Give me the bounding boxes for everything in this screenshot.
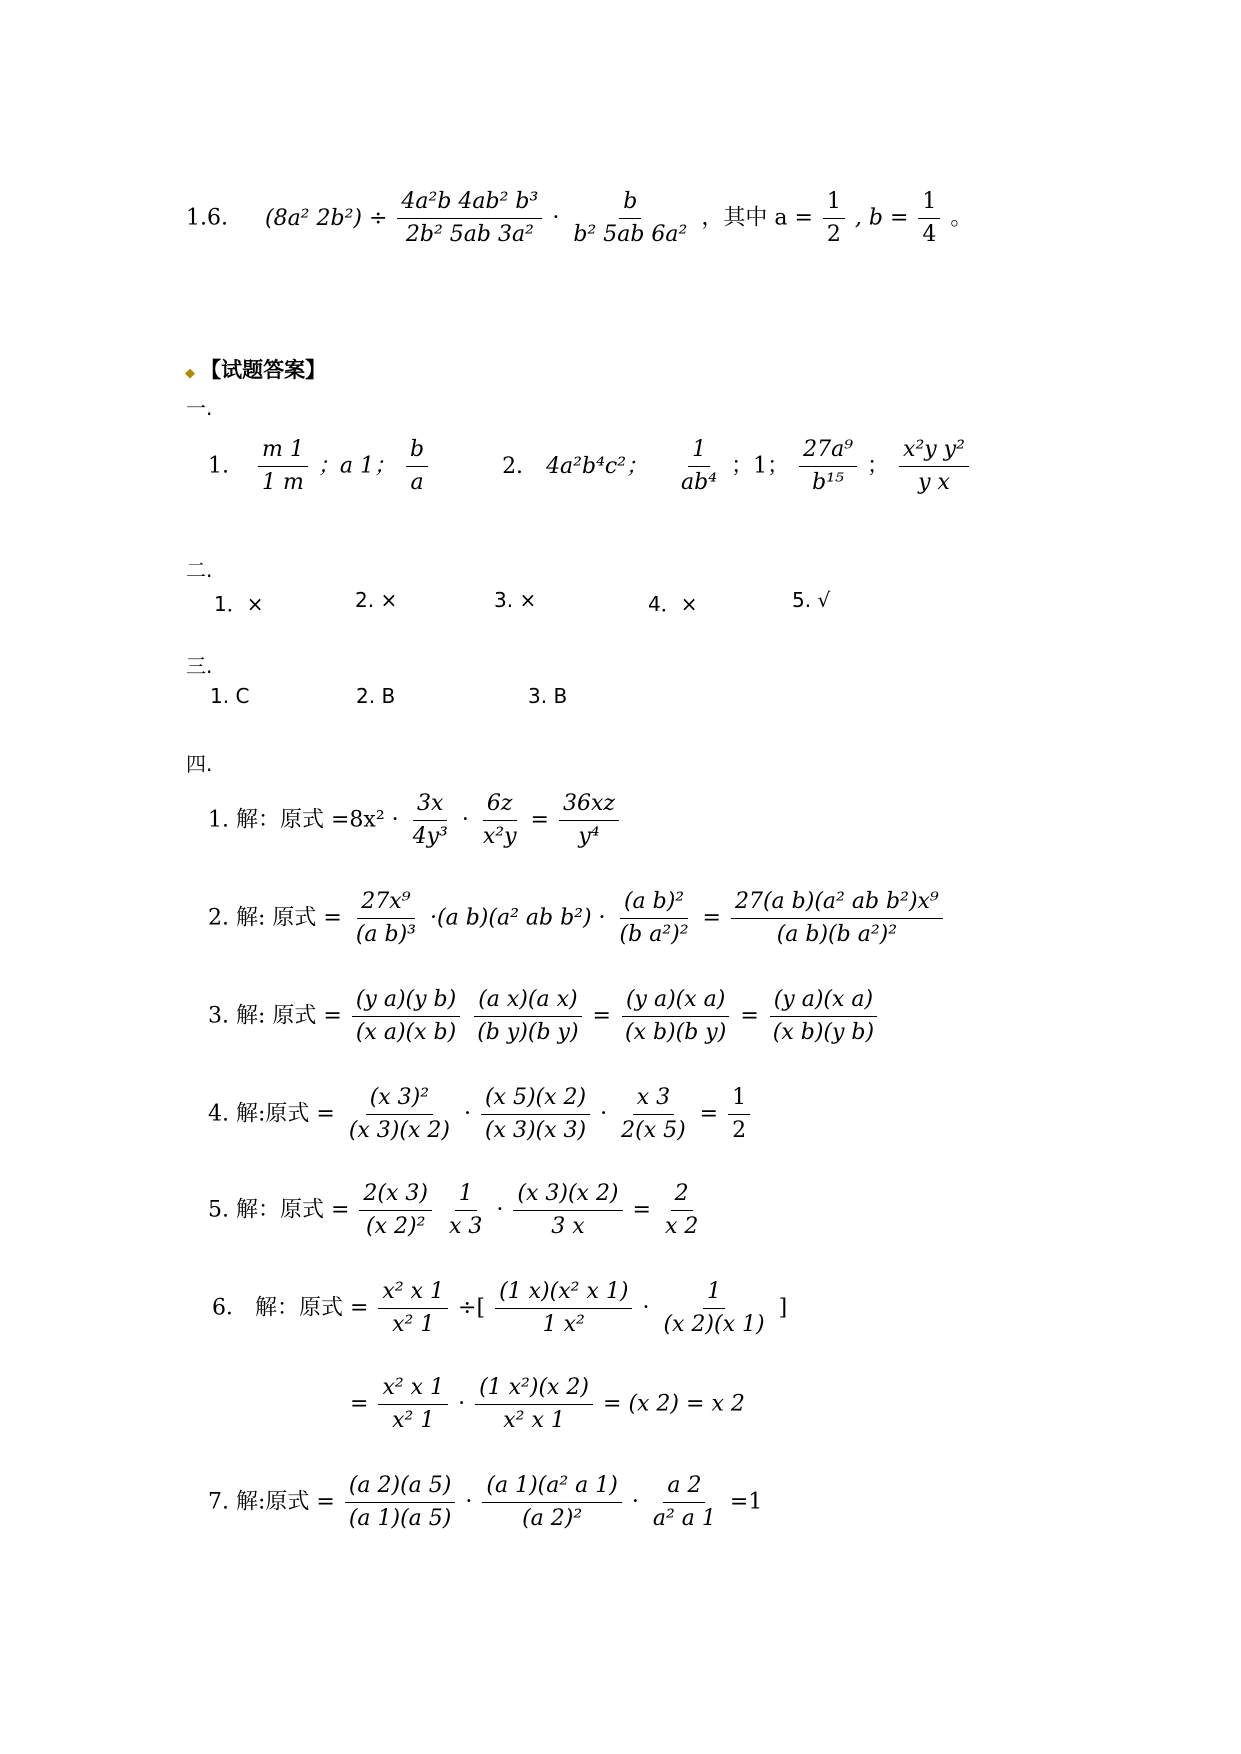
equals-sign: = xyxy=(702,905,721,931)
numerator: (1 x²)(x 2) xyxy=(475,1374,593,1405)
fraction xyxy=(617,1084,690,1145)
numerator: (x 5)(x 2) xyxy=(481,1084,590,1115)
equals-sign: = xyxy=(603,1391,622,1417)
denominator: ab⁴ xyxy=(681,470,718,495)
fraction xyxy=(677,436,721,497)
solution-3 xyxy=(208,986,881,1047)
problem-16 xyxy=(186,188,972,249)
denominator: (x 3)(x 3) xyxy=(484,1118,587,1143)
section-label: 四. xyxy=(186,752,213,776)
fraction xyxy=(769,986,878,1047)
solution-1: 1. 解：原式 =8x² · $\frac{3x}{\text{4y³}}$ · $\frac{6z}{\text{x²y}}$ = $\frac{36xz}{\text{y⁴}}$ xyxy=(208,790,622,851)
numerator: x 3 xyxy=(633,1084,674,1115)
dot-operator: · xyxy=(552,205,560,231)
choice-answer: 2. B xyxy=(356,684,396,708)
denominator: 1 m xyxy=(262,470,304,495)
numerator: b xyxy=(406,436,428,467)
divide-bracket: ÷[ xyxy=(458,1295,486,1321)
fraction xyxy=(918,188,940,249)
answer-text: ；a 1； xyxy=(317,453,396,479)
numerator: x²y y² xyxy=(899,436,969,467)
section-1-answers xyxy=(208,436,972,497)
fraction xyxy=(559,790,619,851)
numerator: x² x 1 xyxy=(378,1374,448,1405)
fraction xyxy=(378,1374,448,1435)
item-number: 2. xyxy=(502,453,524,479)
fraction xyxy=(799,436,857,497)
fraction xyxy=(473,986,582,1047)
denominator: y x xyxy=(918,470,950,495)
numerator: 1 xyxy=(728,1084,750,1115)
solution-prefix: 3. 解: 原式 = xyxy=(208,1003,342,1029)
choice-answer: 1. C xyxy=(210,684,250,708)
numerator: 1 xyxy=(823,188,845,219)
numerator: (y a)(y b) xyxy=(352,986,460,1017)
numerator: (y a)(x a) xyxy=(770,986,877,1017)
fraction xyxy=(649,1472,720,1533)
numerator: 1 xyxy=(918,188,940,219)
numerator: 27a⁹ xyxy=(799,436,857,467)
denominator: (x 3)(x 2) xyxy=(348,1118,450,1143)
fraction xyxy=(406,436,428,497)
fraction xyxy=(359,1180,432,1241)
denominator: b¹⁵ xyxy=(812,470,844,495)
item-number: 1. xyxy=(208,453,229,479)
fraction xyxy=(445,1180,486,1241)
denominator: 4y³ xyxy=(412,824,448,849)
fraction xyxy=(481,1084,590,1145)
numerator: (x 3)(x 2) xyxy=(513,1180,622,1211)
answer-text: ；1； xyxy=(731,453,790,479)
denominator: 3 x xyxy=(551,1214,585,1239)
solution-6-continued: = $\frac{\text{x² x 1}}{\text{x² 1}}$ · $\frac{\text{(1 x²)(x 2)}}{\text{x² x 1}}$ = (x 2) = x 2 xyxy=(350,1375,745,1433)
fraction xyxy=(661,1180,702,1241)
condition-separator: , b = xyxy=(854,205,909,231)
numerator: (a x)(a x) xyxy=(474,986,581,1017)
solution-prefix: 4. 解:原式 = xyxy=(208,1101,335,1127)
fraction xyxy=(513,1180,622,1241)
numerator: 4a²b 4ab² b³ xyxy=(397,188,542,219)
equals-sign: = xyxy=(686,1391,705,1417)
fraction xyxy=(495,1278,632,1339)
fraction xyxy=(899,436,969,497)
tf-answer: 1．× xyxy=(214,592,264,616)
numerator: m 1 xyxy=(258,436,308,467)
numerator: 27x⁹ xyxy=(357,888,414,919)
fraction xyxy=(378,1278,448,1339)
solution-prefix: 7. 解:原式 = xyxy=(208,1489,335,1515)
numerator: 36xz xyxy=(559,790,619,821)
result-term: (x 2) xyxy=(628,1391,680,1417)
denominator: 2 xyxy=(826,222,841,247)
condition-text: ，其中 a = xyxy=(701,205,813,231)
fraction xyxy=(397,188,542,249)
denominator: (x 2)(x 1) xyxy=(663,1312,765,1337)
denominator: x²y xyxy=(482,824,517,849)
equals-sign: = xyxy=(699,1101,719,1127)
denominator: b² 5ab 6a² xyxy=(573,222,688,247)
denominator: a xyxy=(410,470,424,495)
heading-text: 【试题答案】 xyxy=(200,358,327,382)
numerator: x² x 1 xyxy=(378,1278,448,1309)
tf-answer: 3. × xyxy=(494,588,537,612)
solution-7: 7. 解:原式 = $\frac{(a 2)(a 5)}{(a 1)(a 5)}$ · $\frac{\text{(a 1)(a² a 1)}}{\text{(a 2)²}}$ · $\frac{a 2}{\text{a² a 1}}$ =1 xyxy=(208,1473,763,1531)
fraction xyxy=(569,188,691,249)
tf-answer: 2. × xyxy=(355,588,398,612)
numerator: (y a)(x a) xyxy=(622,986,729,1017)
fraction xyxy=(345,1472,456,1533)
solution-4: 4. 解:原式 = $\frac{\text{(x 3)²}}{(x 3)(x 2)}$ · $\frac{(x 5)(x 2)}{(x 3)(x 3)}$ · $\frac{x 3}{2(x 5)}$ = $\frac{1}{2}$ xyxy=(208,1084,753,1145)
equals-sign: = xyxy=(740,1003,759,1029)
denominator: 2(x 5) xyxy=(621,1118,686,1143)
equals-sign: =1 xyxy=(729,1489,763,1515)
close-bracket: ] xyxy=(778,1295,788,1321)
fraction xyxy=(352,986,460,1047)
numerator: 6z xyxy=(483,790,517,821)
numerator: (x 3)² xyxy=(366,1084,433,1115)
fraction xyxy=(409,790,452,851)
end-punctuation: 。 xyxy=(950,205,973,231)
answer-text: ； xyxy=(867,453,890,479)
denominator: (x 2)² xyxy=(366,1214,426,1239)
denominator: x² 1 xyxy=(392,1408,435,1433)
solution-prefix: 5. 解：原式 = xyxy=(208,1197,350,1223)
numerator: 1 xyxy=(688,436,710,467)
problem-number: 1.6. xyxy=(186,205,228,231)
denominator: 2 xyxy=(732,1118,747,1143)
middle-expression: ·(a b)(a² ab b²) · xyxy=(430,905,606,931)
denominator: x² x 1 xyxy=(503,1408,565,1433)
fraction xyxy=(823,188,845,249)
denominator: (a 2)² xyxy=(522,1506,583,1531)
denominator: x 3 xyxy=(448,1214,483,1239)
denominator: x 2 xyxy=(664,1214,699,1239)
fraction xyxy=(352,888,420,949)
numerator: (a 1)(a² a 1) xyxy=(482,1472,621,1503)
numerator: 1 xyxy=(703,1278,725,1309)
equals-sign: = xyxy=(632,1197,651,1223)
section-label: 一. xyxy=(186,396,213,420)
numerator: (a b)² xyxy=(620,888,688,919)
denominator: 1 x² xyxy=(542,1312,585,1337)
equals-sign: = xyxy=(530,807,549,833)
numerator: (a 2)(a 5) xyxy=(345,1472,456,1503)
denominator: 4 xyxy=(922,222,937,247)
denominator: (b a²)² xyxy=(619,922,689,947)
numerator: b xyxy=(619,188,641,219)
fraction xyxy=(621,986,730,1047)
denominator: (a 1)(a 5) xyxy=(348,1506,452,1531)
denominator: a² a 1 xyxy=(652,1506,716,1531)
fraction xyxy=(731,888,943,949)
denominator: (x b)(b y) xyxy=(624,1020,727,1045)
denominator: 2b² 5ab 3a² xyxy=(405,222,534,247)
fraction xyxy=(659,1278,768,1339)
denominator: (x b)(y b) xyxy=(772,1020,875,1045)
section-label: 三. xyxy=(186,654,213,678)
fraction xyxy=(482,1472,621,1533)
denominator: (x a)(x b) xyxy=(355,1020,457,1045)
result-term: x 2 xyxy=(711,1391,745,1417)
answers-heading xyxy=(185,354,326,384)
fraction xyxy=(479,790,521,851)
numerator: a 2 xyxy=(663,1472,705,1503)
fraction xyxy=(728,1084,750,1145)
solution-prefix: 6． 解：原式 = xyxy=(212,1295,369,1321)
fraction xyxy=(345,1084,454,1145)
denominator: y⁴ xyxy=(578,824,600,849)
numerator: 2(x 3) xyxy=(359,1180,432,1211)
fraction xyxy=(616,888,693,949)
numerator: 2 xyxy=(671,1180,693,1211)
solution-2 xyxy=(208,888,946,949)
tf-answer: 4．× xyxy=(648,592,698,616)
solution-6: 6． 解：原式 = $\frac{\text{x² x 1}}{\text{x² 1}}$ ÷[ $\frac{\text{(1 x)(x² x 1)}}{\text{1 x²}}$ · $\frac{1}{(x 2)(x 1)}$ ] xyxy=(212,1279,788,1337)
solution-prefix: 1. 解：原式 =8x² · xyxy=(208,807,399,833)
denominator: (b y)(b y) xyxy=(477,1020,579,1045)
section-label: 二. xyxy=(186,558,213,582)
numerator: 1 xyxy=(455,1180,477,1211)
denominator: (a b)(b a²)² xyxy=(776,922,898,947)
tf-answer: 5. √ xyxy=(792,588,831,612)
denominator: x² 1 xyxy=(392,1312,435,1337)
numerator: 3x xyxy=(413,790,447,821)
bullet-icon: ◆ xyxy=(185,366,195,381)
numerator: (1 x)(x² x 1) xyxy=(495,1278,632,1309)
answer-text: 4a²b⁴c²； xyxy=(546,453,649,479)
fraction xyxy=(475,1374,593,1435)
solution-5: 5. 解：原式 = $\frac{2(x 3)}{\text{(x 2)²}}$ $\frac{1}{x 3}$ · $\frac{(x 3)(x 2)}{3 x}$ = $\frac{2}{x 2}$ xyxy=(208,1180,705,1241)
fraction xyxy=(258,436,308,497)
denominator: (a b)³ xyxy=(355,922,417,947)
equals-sign: = xyxy=(592,1003,611,1029)
choice-answer: 3. B xyxy=(528,684,568,708)
solution-prefix: 2. 解: 原式 = xyxy=(208,905,342,931)
numerator: 27(a b)(a² ab b²)x⁹ xyxy=(731,888,943,919)
expression-left: (8a² 2b²) ÷ xyxy=(264,205,388,231)
equals-sign: = xyxy=(350,1391,369,1417)
